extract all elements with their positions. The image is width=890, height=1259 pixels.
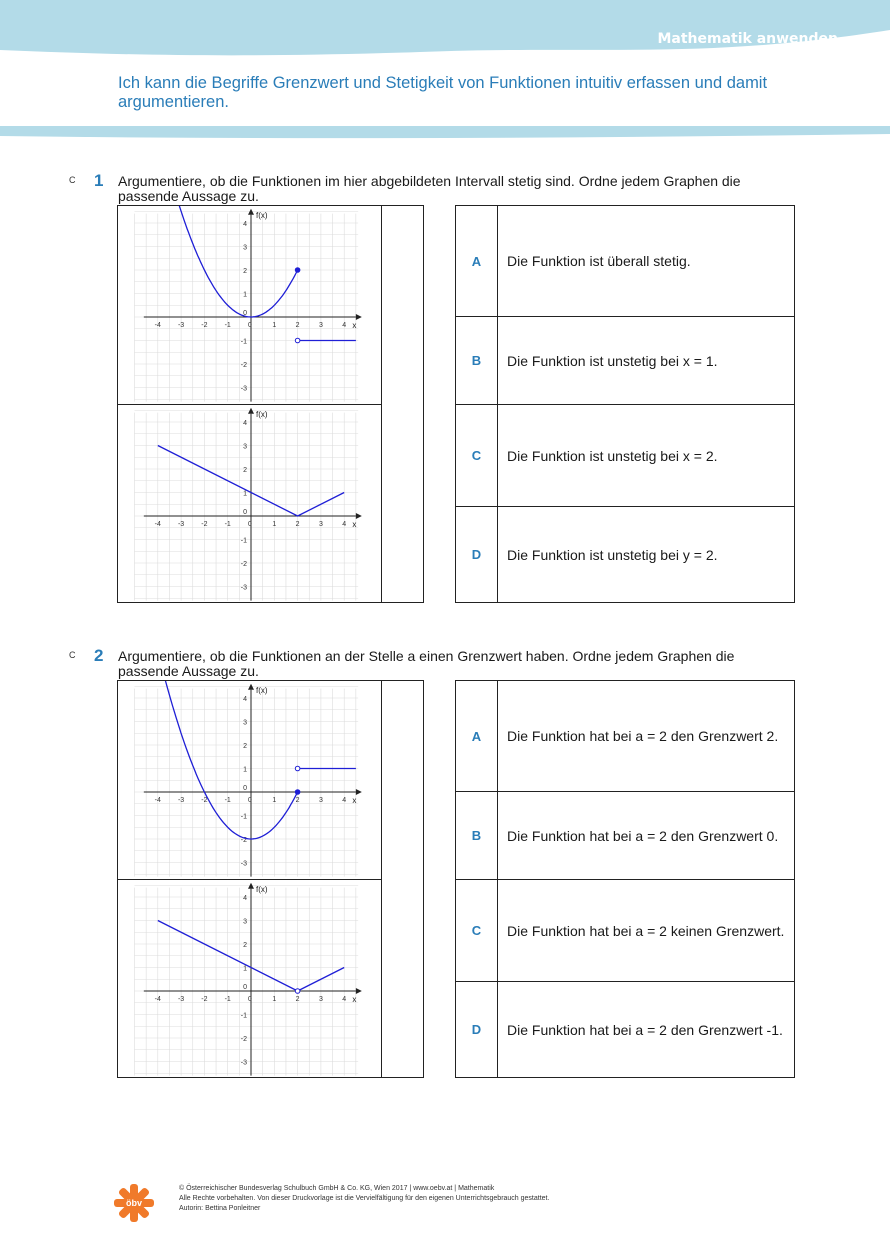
x-tick-label: 0 <box>248 996 252 1003</box>
y-tick-label: 2 <box>243 467 247 474</box>
x-tick-label: 3 <box>318 521 323 528</box>
statement-text: Die Funktion ist unstetig bei x = 2. <box>507 447 718 464</box>
y-axis-label: f(x) <box>256 884 268 894</box>
exercise-2-text: Argumentiere, ob die Funktionen an der Stelle a einen Grenzwert haben. Ordne jedem Graphen die passende Aussage zu. <box>118 648 735 679</box>
filled-point <box>295 790 300 795</box>
y-axis-arrow <box>248 883 254 889</box>
goal-band <box>0 124 890 142</box>
x-tick-label: 4 <box>342 521 347 528</box>
x-tick-label: 3 <box>318 322 323 329</box>
y-axis-label: f(x) <box>256 409 268 419</box>
y-tick-label: 2 <box>243 268 247 275</box>
x-tick-label: -2 <box>201 322 208 329</box>
statement-text: Die Funktion ist unstetig bei x = 1. <box>507 352 718 369</box>
graph-svg <box>118 681 381 879</box>
x-tick-label: 3 <box>318 797 323 804</box>
y-tick-label: 2 <box>243 942 247 949</box>
statement-text: Die Funktion hat bei a = 2 keinen Grenzwert. <box>507 922 785 939</box>
open-point <box>295 338 300 343</box>
exercise-1-graph-2 <box>118 405 382 602</box>
x-tick-label: -1 <box>224 996 231 1003</box>
x-tick-label: 0 <box>248 797 252 804</box>
exercise-1-level: C <box>69 175 76 185</box>
statement-letter: B <box>456 792 498 879</box>
y-tick-label: 1 <box>243 291 247 299</box>
x-tick-label: -3 <box>177 322 185 329</box>
x-tick-label: -2 <box>201 521 208 528</box>
statement-letter: D <box>456 507 498 602</box>
x-axis-arrow <box>356 314 362 320</box>
y-tick-label: -1 <box>240 537 247 545</box>
exercise-1-text: Argumentiere, ob die Funktionen im hier abgebildeten Intervall stetig sind. Ordne jedem Graphen die passende Aussage zu. <box>118 173 741 204</box>
graph-svg <box>118 880 381 1076</box>
x-tick-label: 4 <box>342 797 347 804</box>
exercise-2-statements <box>455 680 795 1078</box>
statement-letter: B <box>456 317 498 404</box>
x-tick-label: -4 <box>154 322 161 329</box>
y-tick-label: -2 <box>240 1036 247 1043</box>
x-tick-label: 2 <box>295 521 300 528</box>
statement-letter: C <box>456 880 498 981</box>
x-tick-label: 1 <box>272 996 277 1003</box>
exercise-1-number: 1 <box>94 171 104 190</box>
x-tick-label: 2 <box>295 322 300 329</box>
logo-text: öbv <box>125 1198 143 1208</box>
y-tick-label: -2 <box>240 362 247 369</box>
x-tick-label: 3 <box>318 996 323 1003</box>
statement-row <box>456 405 794 507</box>
statement-row <box>456 317 794 405</box>
x-axis-label: x <box>352 796 357 805</box>
y-tick-label: -1 <box>240 813 247 821</box>
y-tick-label: 0 <box>243 785 247 792</box>
y-tick-label: -2 <box>240 561 247 568</box>
statement-row <box>456 880 794 982</box>
y-tick-label: 1 <box>243 490 247 498</box>
exercise-2-level: C <box>69 650 76 660</box>
exercise-2-graph-2 <box>118 880 382 1077</box>
x-tick-label: -3 <box>177 996 185 1003</box>
learning-goal: Ich kann die Begriffe Grenzwert und Stetigkeit von Funktionen intuitiv erfassen und damit argumentieren. <box>118 74 768 111</box>
x-tick-label: -3 <box>177 797 185 804</box>
statement-row <box>456 681 794 792</box>
exercise-1-graph-table <box>117 205 424 603</box>
y-axis-arrow <box>248 684 254 690</box>
exercise-2-number: 2 <box>94 646 104 665</box>
x-tick-label: -4 <box>154 797 161 804</box>
y-tick-label: -3 <box>240 1059 247 1067</box>
x-tick-label: -4 <box>154 996 161 1003</box>
footer <box>179 1184 549 1214</box>
statement-row <box>456 507 794 602</box>
exercise-1-statements <box>455 205 795 603</box>
y-axis-arrow <box>248 408 254 414</box>
x-axis-label: x <box>352 520 357 529</box>
x-tick-label: 2 <box>295 996 300 1003</box>
footer-author: Autorin: Bettina Ponleitner <box>179 1205 261 1212</box>
y-tick-label: 1 <box>243 766 247 774</box>
y-tick-label: -2 <box>240 837 247 844</box>
statement-text: Die Funktion hat bei a = 2 den Grenzwert 0. <box>507 827 779 844</box>
footer-copyright: © Österreichischer Bundesverlag Schulbuch GmbH & Co. KG, Wien 2017 | www.oebv.at | Mathematik <box>179 1185 495 1192</box>
y-tick-label: 3 <box>243 244 247 252</box>
x-tick-label: 1 <box>272 521 277 528</box>
y-tick-label: 4 <box>243 895 247 902</box>
statement-letter: D <box>456 982 498 1077</box>
x-axis-label: x <box>352 321 357 330</box>
statement-letter: A <box>456 681 498 791</box>
x-tick-label: 0 <box>248 322 252 329</box>
x-axis-label: x <box>352 995 357 1004</box>
oebv-logo <box>114 1184 154 1222</box>
x-tick-label: 2 <box>295 797 300 804</box>
exercise-2-answer-column[interactable] <box>381 681 423 1077</box>
y-tick-label: -1 <box>240 1012 247 1020</box>
y-tick-label: 3 <box>243 918 247 926</box>
x-tick-label: -1 <box>224 797 231 804</box>
statement-text: Die Funktion hat bei a = 2 den Grenzwert -1. <box>507 1021 783 1038</box>
y-tick-label: 3 <box>243 443 247 451</box>
footer-rights: Alle Rechte vorbehalten. Von dieser Druckvorlage ist die Vervielfältigung für den eigenen Unterrichtsgebrauch gestattet. <box>179 1195 550 1202</box>
x-tick-label: 1 <box>272 797 277 804</box>
x-tick-label: -4 <box>154 521 161 528</box>
statement-letter: A <box>456 206 498 316</box>
filled-point <box>295 268 300 273</box>
statement-text: Die Funktion hat bei a = 2 den Grenzwert 2. <box>507 728 779 744</box>
x-axis-arrow <box>356 513 362 519</box>
y-tick-label: 1 <box>243 965 247 973</box>
y-tick-label: 4 <box>243 420 247 427</box>
y-tick-label: 2 <box>243 743 247 750</box>
open-point <box>295 989 300 994</box>
statement-row <box>456 982 794 1077</box>
y-axis-label: f(x) <box>256 685 268 695</box>
y-axis-label: f(x) <box>256 210 268 220</box>
y-tick-label: -3 <box>240 385 247 393</box>
y-tick-label: -1 <box>240 338 247 346</box>
graph-svg <box>118 206 381 404</box>
x-tick-label: 4 <box>342 996 347 1003</box>
y-tick-label: 0 <box>243 509 247 516</box>
statement-text: Die Funktion ist unstetig bei y = 2. <box>507 546 718 563</box>
exercise-1-graph-1 <box>118 206 382 405</box>
y-tick-label: 0 <box>243 984 247 991</box>
statement-letter: C <box>456 405 498 506</box>
exercise-1-answer-column[interactable] <box>381 206 423 602</box>
x-tick-label: -3 <box>177 521 185 528</box>
x-axis-arrow <box>356 988 362 994</box>
y-tick-label: 4 <box>243 221 247 228</box>
x-tick-label: -2 <box>201 996 208 1003</box>
statement-text: Die Funktion ist überall stetig. <box>507 253 691 269</box>
y-tick-label: 4 <box>243 696 247 703</box>
y-tick-label: -3 <box>240 860 247 868</box>
x-tick-label: 0 <box>248 521 252 528</box>
header-banner <box>0 0 890 60</box>
x-tick-label: 4 <box>342 322 347 329</box>
x-tick-label: 1 <box>272 322 277 329</box>
statement-row <box>456 206 794 317</box>
y-axis-arrow <box>248 209 254 215</box>
open-point <box>295 766 300 771</box>
header-title: Mathematik anwenden <box>657 31 838 47</box>
x-axis-arrow <box>356 789 362 795</box>
x-tick-label: -1 <box>224 322 231 329</box>
statement-row <box>456 792 794 880</box>
y-tick-label: 3 <box>243 719 247 727</box>
y-tick-label: -3 <box>240 584 247 592</box>
function-curve <box>176 206 297 317</box>
exercise-2-graph-1 <box>118 681 382 880</box>
x-tick-label: -2 <box>201 797 208 804</box>
graph-svg <box>118 405 381 601</box>
exercise-2-graph-table <box>117 680 424 1078</box>
x-tick-label: -1 <box>224 521 231 528</box>
y-tick-label: 0 <box>243 310 247 317</box>
